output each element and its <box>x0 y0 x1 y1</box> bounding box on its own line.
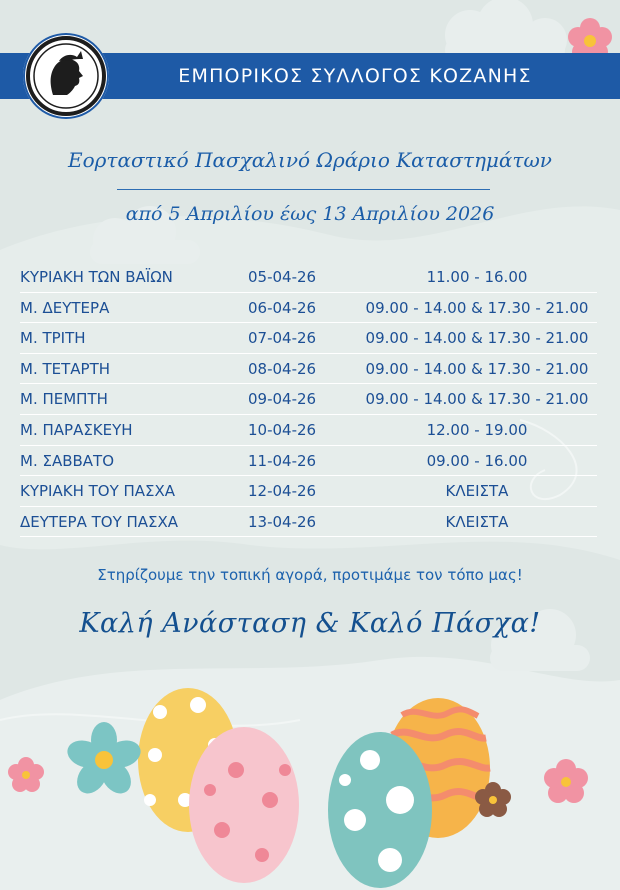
easter-egg-icon <box>328 732 432 888</box>
table-row <box>20 476 597 507</box>
row-day: ΚΥΡΙΑΚΗ ΤΩΝ ΒΑΪΩΝ <box>20 268 173 286</box>
row-day: Μ. ΤΡΙΤΗ <box>20 329 86 348</box>
row-day: ΔΕΥΤΕΡΑ ΤΟΥ ΠΑΣΧΑ <box>20 512 179 531</box>
row-date: 08-04-26 <box>248 359 317 378</box>
row-hours: 11.00 - 16.00 <box>426 268 528 286</box>
row-day: Μ. ΤΕΤΑΡΤΗ <box>20 359 111 378</box>
row-hours: 09.00 - 14.00 & 17.30 - 21.00 <box>365 390 589 409</box>
easter-illustration <box>0 660 620 890</box>
flower-icon <box>544 759 588 803</box>
schedule-title: Εορταστικό Πασχαλινό Ωράριο Καταστημάτων <box>68 148 552 172</box>
row-day: Μ. ΣΑΒΒΑΤΟ <box>20 451 115 470</box>
row-hours: 09.00 - 14.00 & 17.30 - 21.00 <box>365 298 589 317</box>
row-day: Μ. ΔΕΥΤΕΡΑ <box>20 298 110 317</box>
schedule-date-range: από 5 Απριλίου έως 13 Απριλίου 2026 <box>125 203 495 225</box>
flower-icon <box>8 757 44 792</box>
row-hours: 09.00 - 16.00 <box>426 451 528 470</box>
flower-icon <box>64 722 144 799</box>
row-hours: ΚΛΕΙΣΤΑ <box>445 482 509 501</box>
table-row <box>20 507 597 538</box>
row-date: 09-04-26 <box>248 390 317 409</box>
easter-greeting: Καλή Ανάσταση & Καλό Πάσχα! <box>79 608 541 639</box>
table-row <box>20 415 597 446</box>
row-date: 10-04-26 <box>248 420 317 439</box>
table-row <box>20 293 597 324</box>
row-date: 12-04-26 <box>248 482 317 501</box>
row-date: 07-04-26 <box>248 329 317 348</box>
table-row <box>20 384 597 415</box>
row-date: 11-04-26 <box>248 451 317 470</box>
table-row <box>20 323 597 354</box>
row-date: 13-04-26 <box>248 512 317 531</box>
easter-egg-icon <box>189 727 299 883</box>
slogan-text: Στηρίζουμε την τοπική αγορά, προτιμάμε τον τόπο μας! <box>97 566 523 584</box>
table-row <box>20 354 597 385</box>
table-row <box>20 446 597 477</box>
row-date: 05-04-26 <box>248 268 317 286</box>
header-title: ΕΜΠΟΡΙΚΟΣ ΣΥΛΛΟΓΟΣ ΚΟΖΑΝΗΣ <box>178 65 532 87</box>
schedule-table <box>20 262 597 537</box>
row-hours: 09.00 - 14.00 & 17.30 - 21.00 <box>365 329 589 348</box>
hermes-logo <box>23 33 109 119</box>
row-hours: ΚΛΕΙΣΤΑ <box>445 512 509 531</box>
row-hours: 12.00 - 19.00 <box>426 420 528 439</box>
title-divider <box>117 189 490 190</box>
row-day: ΚΥΡΙΑΚΗ ΤΟΥ ΠΑΣΧΑ <box>20 482 176 501</box>
row-day: Μ. ΠΑΡΑΣΚΕΥΗ <box>20 420 133 439</box>
table-row <box>20 262 597 293</box>
row-date: 06-04-26 <box>248 298 317 317</box>
row-day: Μ. ΠΕΜΠΤΗ <box>20 390 108 409</box>
row-hours: 09.00 - 14.00 & 17.30 - 21.00 <box>365 359 589 378</box>
